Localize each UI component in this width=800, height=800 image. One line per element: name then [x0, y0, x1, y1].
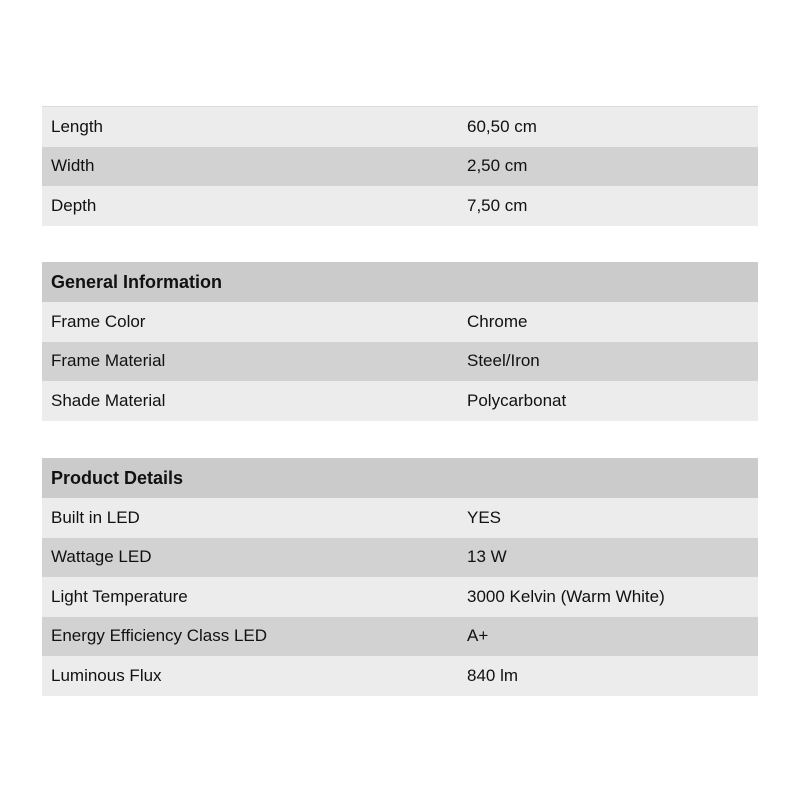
table-row	[42, 577, 758, 617]
table-row	[42, 538, 758, 578]
row-value: Steel/Iron	[467, 351, 540, 371]
section-title: Product Details	[51, 467, 184, 488]
row-label: Energy Efficiency Class LED	[51, 626, 268, 646]
table-row	[42, 302, 758, 342]
row-label: Shade Material	[51, 390, 166, 410]
row-value: 3000 Kelvin (Warm White)	[467, 586, 665, 606]
row-value: YES	[467, 507, 502, 527]
product-details-table	[42, 458, 758, 696]
section-header	[42, 458, 758, 498]
row-value: 13 W	[467, 547, 507, 567]
row-value: 840 lm	[467, 665, 519, 685]
table-row	[42, 342, 758, 382]
row-value: 60,50 cm	[467, 116, 537, 136]
row-label: Depth	[51, 195, 97, 215]
row-label: Frame Material	[51, 351, 166, 371]
section-header	[42, 262, 758, 302]
table-row	[42, 617, 758, 657]
table-row	[42, 147, 758, 187]
table-row	[42, 498, 758, 538]
row-label: Built in LED	[51, 507, 140, 527]
row-label: Frame Color	[51, 311, 146, 331]
row-label: Width	[51, 156, 95, 176]
row-value: 2,50 cm	[467, 156, 528, 176]
row-value: A+	[467, 626, 489, 646]
table-row	[42, 381, 758, 421]
row-value: Polycarbonat	[467, 390, 567, 410]
table-row	[42, 107, 758, 147]
row-label: Wattage LED	[51, 547, 152, 567]
table-row	[42, 656, 758, 696]
table-row	[42, 186, 758, 226]
general-information-table	[42, 262, 758, 421]
row-label: Light Temperature	[51, 586, 188, 606]
row-label: Length	[51, 116, 103, 136]
section-title: General Information	[51, 271, 223, 292]
row-label: Luminous Flux	[51, 665, 162, 685]
row-value: Chrome	[467, 311, 528, 331]
dimensions-table	[42, 106, 758, 226]
row-value: 7,50 cm	[467, 195, 528, 215]
